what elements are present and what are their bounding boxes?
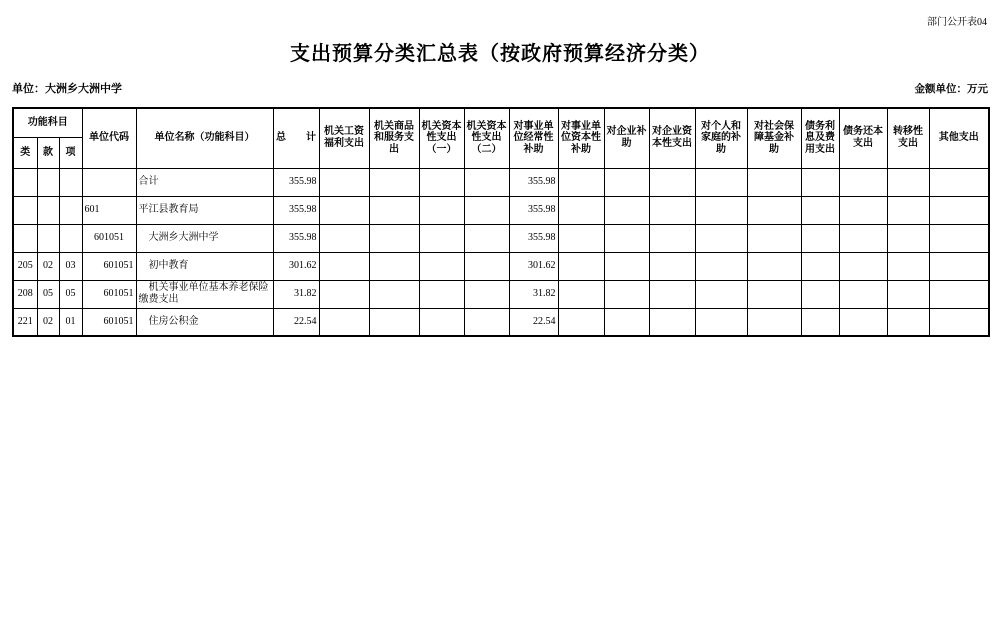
header-debt-interest-fees: 债务利息及费用支出 — [801, 108, 839, 168]
cell-org-goods-services — [369, 224, 419, 252]
header-func-item: 项 — [59, 137, 82, 168]
cell-debt-interest-fees — [801, 308, 839, 336]
cell-total: 22.54 — [273, 308, 319, 336]
header-org-capital-1: 机关资本性支出（一） — [419, 108, 464, 168]
cell-enterprise-subsidy — [604, 308, 649, 336]
header-social-security-fund-subsidy: 对社会保障基金补助 — [747, 108, 801, 168]
cell-org-capital-1 — [419, 280, 464, 308]
cell-unit-code — [82, 168, 136, 196]
cell-individual-family-subsidy — [695, 252, 747, 280]
cell-func-item: 05 — [59, 280, 82, 308]
cell-org-salary-welfare — [319, 252, 369, 280]
cell-social-security-fund-subsidy — [747, 168, 801, 196]
cell-social-security-fund-subsidy — [747, 224, 801, 252]
cell-org-capital-1 — [419, 308, 464, 336]
cell-enterprise-capital — [649, 252, 695, 280]
cell-org-capital-2 — [464, 224, 509, 252]
cell-social-security-fund-subsidy — [747, 252, 801, 280]
cell-other — [929, 252, 989, 280]
table-row — [13, 168, 989, 196]
cell-transfer — [887, 308, 929, 336]
cell-inst-capital-subsidy — [558, 168, 604, 196]
cell-unit-name: 平江县教育局 — [136, 196, 273, 224]
cell-inst-recurrent-subsidy: 355.98 — [509, 168, 558, 196]
header-inst-capital-subsidy: 对事业单位资本性补助 — [558, 108, 604, 168]
cell-unit-name: 初中教育 — [136, 252, 273, 280]
cell-unit-name: 机关事业单位基本养老保险缴费支出 — [136, 280, 273, 308]
header-inst-recurrent-subsidy: 对事业单位经常性补助 — [509, 108, 558, 168]
cell-debt-interest-fees — [801, 280, 839, 308]
cell-func-class — [13, 196, 37, 224]
cell-inst-recurrent-subsidy: 355.98 — [509, 224, 558, 252]
header-total: 总 计 — [273, 108, 319, 168]
cell-enterprise-subsidy — [604, 196, 649, 224]
table-row — [13, 224, 989, 252]
cell-transfer — [887, 224, 929, 252]
cell-transfer — [887, 196, 929, 224]
cell-func-item — [59, 224, 82, 252]
page-title: 支出预算分类汇总表（按政府预算经济分类） — [290, 43, 710, 65]
header-functional-category: 功能科目 — [13, 108, 82, 137]
table-body — [13, 168, 989, 336]
cell-func-item — [59, 168, 82, 196]
cell-total: 355.98 — [273, 224, 319, 252]
cell-func-class: 221 — [13, 308, 37, 336]
cell-unit-name: 合计 — [136, 168, 273, 196]
unit-label: 单位：大洲乡大洲中学 — [12, 83, 122, 95]
cell-enterprise-subsidy — [604, 280, 649, 308]
cell-org-capital-2 — [464, 168, 509, 196]
cell-transfer — [887, 168, 929, 196]
cell-enterprise-subsidy — [604, 168, 649, 196]
cell-func-class — [13, 168, 37, 196]
cell-enterprise-subsidy — [604, 224, 649, 252]
header-func-section: 款 — [37, 137, 59, 168]
cell-func-class — [13, 224, 37, 252]
cell-inst-capital-subsidy — [558, 280, 604, 308]
cell-func-item — [59, 196, 82, 224]
cell-enterprise-capital — [649, 196, 695, 224]
cell-individual-family-subsidy — [695, 224, 747, 252]
meta-row — [12, 80, 988, 96]
cell-debt-principal — [839, 308, 887, 336]
header-org-salary-welfare: 机关工资福利支出 — [319, 108, 369, 168]
cell-unit-name: 住房公积金 — [136, 308, 273, 336]
cell-social-security-fund-subsidy — [747, 308, 801, 336]
table-row — [13, 252, 989, 280]
cell-org-capital-1 — [419, 168, 464, 196]
table-row — [13, 308, 989, 336]
cell-social-security-fund-subsidy — [747, 280, 801, 308]
cell-other — [929, 168, 989, 196]
cell-unit-code: 601051 — [82, 280, 136, 308]
header-transfer-expenditure: 转移性支出 — [887, 108, 929, 168]
cell-org-goods-services — [369, 168, 419, 196]
cell-inst-recurrent-subsidy: 301.62 — [509, 252, 558, 280]
cell-inst-capital-subsidy — [558, 196, 604, 224]
header-org-goods-services: 机关商品和服务支出 — [369, 108, 419, 168]
cell-debt-principal — [839, 168, 887, 196]
cell-debt-interest-fees — [801, 168, 839, 196]
cell-unit-code: 601051 — [82, 224, 136, 252]
cell-org-capital-2 — [464, 252, 509, 280]
cell-func-section: 02 — [37, 308, 59, 336]
header-individual-family-subsidy: 对个人和家庭的补助 — [695, 108, 747, 168]
cell-func-section — [37, 196, 59, 224]
table-row — [13, 280, 989, 308]
header-enterprise-subsidy: 对企业补助 — [604, 108, 649, 168]
cell-unit-name: 大洲乡大洲中学 — [136, 224, 273, 252]
cell-org-capital-2 — [464, 196, 509, 224]
cell-enterprise-capital — [649, 168, 695, 196]
cell-transfer — [887, 252, 929, 280]
cell-inst-capital-subsidy — [558, 224, 604, 252]
cell-enterprise-capital — [649, 224, 695, 252]
cell-other — [929, 280, 989, 308]
cell-social-security-fund-subsidy — [747, 196, 801, 224]
cell-org-goods-services — [369, 252, 419, 280]
cell-total: 355.98 — [273, 196, 319, 224]
cell-unit-code: 601 — [82, 196, 136, 224]
cell-org-goods-services — [369, 280, 419, 308]
header-unit-code: 单位代码 — [82, 108, 136, 168]
cell-individual-family-subsidy — [695, 196, 747, 224]
cell-func-class: 208 — [13, 280, 37, 308]
cell-total: 31.82 — [273, 280, 319, 308]
cell-inst-capital-subsidy — [558, 308, 604, 336]
cell-debt-interest-fees — [801, 252, 839, 280]
cell-inst-recurrent-subsidy: 31.82 — [509, 280, 558, 308]
cell-inst-capital-subsidy — [558, 252, 604, 280]
cell-org-capital-2 — [464, 280, 509, 308]
cell-org-salary-welfare — [319, 168, 369, 196]
cell-unit-code: 601051 — [82, 252, 136, 280]
cell-org-capital-1 — [419, 224, 464, 252]
cell-enterprise-capital — [649, 308, 695, 336]
cell-func-section: 02 — [37, 252, 59, 280]
cell-enterprise-subsidy — [604, 252, 649, 280]
cell-func-item: 01 — [59, 308, 82, 336]
cell-func-section — [37, 224, 59, 252]
header-enterprise-capital: 对企业资本性支出 — [649, 108, 695, 168]
cell-debt-interest-fees — [801, 196, 839, 224]
cell-org-salary-welfare — [319, 224, 369, 252]
cell-org-salary-welfare — [319, 308, 369, 336]
budget-summary-table — [12, 107, 990, 337]
doc-number-label: 部门公开表04 — [927, 17, 987, 28]
header-func-class: 类 — [13, 137, 37, 168]
cell-total: 355.98 — [273, 168, 319, 196]
cell-individual-family-subsidy — [695, 308, 747, 336]
cell-org-salary-welfare — [319, 196, 369, 224]
amount-unit-label: 金额单位：万元 — [914, 84, 988, 95]
cell-debt-principal — [839, 280, 887, 308]
cell-org-capital-2 — [464, 308, 509, 336]
header-other-expenditure: 其他支出 — [929, 108, 989, 168]
cell-enterprise-capital — [649, 280, 695, 308]
cell-debt-principal — [839, 252, 887, 280]
cell-individual-family-subsidy — [695, 280, 747, 308]
cell-org-capital-1 — [419, 196, 464, 224]
table-row — [13, 196, 989, 224]
cell-func-section — [37, 168, 59, 196]
cell-org-salary-welfare — [319, 280, 369, 308]
cell-individual-family-subsidy — [695, 168, 747, 196]
cell-debt-principal — [839, 196, 887, 224]
cell-debt-principal — [839, 224, 887, 252]
header-unit-name: 单位名称（功能科目） — [136, 108, 273, 168]
cell-org-goods-services — [369, 196, 419, 224]
header-org-capital-2: 机关资本性支出（二） — [464, 108, 509, 168]
cell-total: 301.62 — [273, 252, 319, 280]
cell-org-capital-1 — [419, 252, 464, 280]
cell-org-goods-services — [369, 308, 419, 336]
cell-inst-recurrent-subsidy: 22.54 — [509, 308, 558, 336]
cell-other — [929, 308, 989, 336]
cell-debt-interest-fees — [801, 224, 839, 252]
cell-func-item: 03 — [59, 252, 82, 280]
cell-transfer — [887, 280, 929, 308]
cell-inst-recurrent-subsidy: 355.98 — [509, 196, 558, 224]
header-debt-principal: 债务还本支出 — [839, 108, 887, 168]
cell-other — [929, 196, 989, 224]
cell-func-section: 05 — [37, 280, 59, 308]
cell-other — [929, 224, 989, 252]
cell-unit-code: 601051 — [82, 308, 136, 336]
cell-func-class: 205 — [13, 252, 37, 280]
